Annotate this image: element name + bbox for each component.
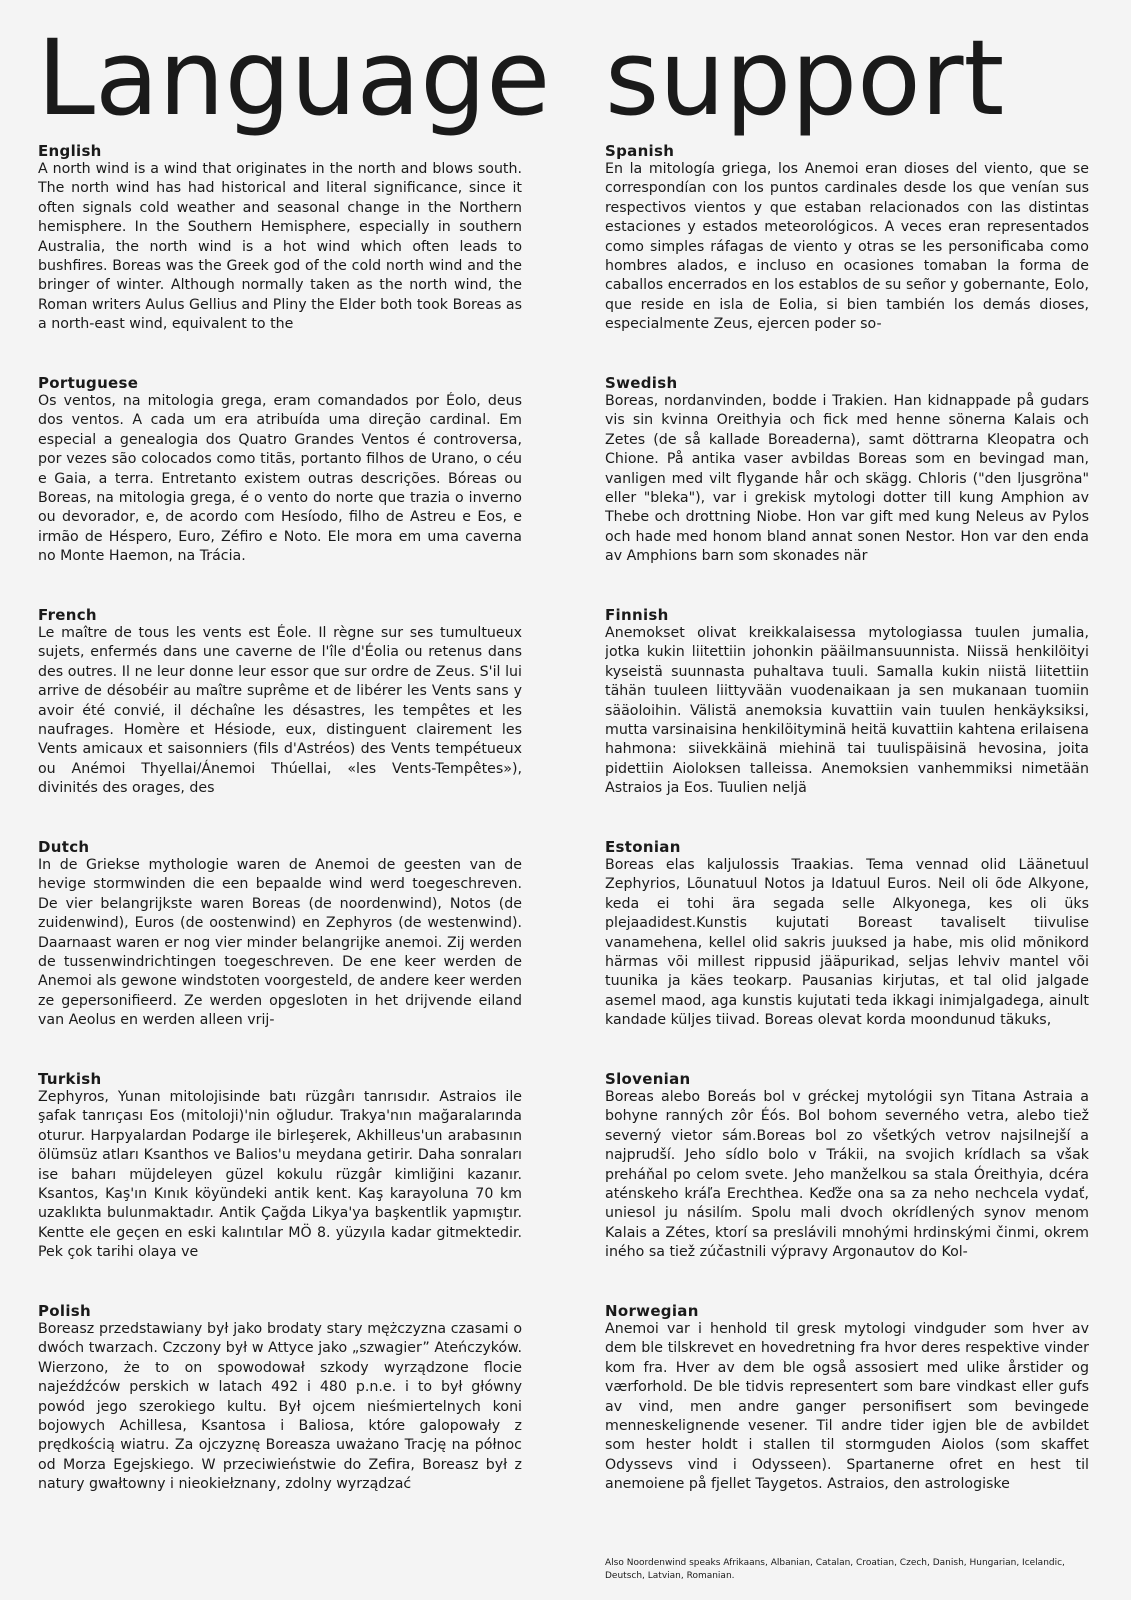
- language-heading: Dutch: [38, 838, 90, 856]
- language-section: [605, 1302, 1089, 1522]
- footnote: Also Noordenwind speaks Afrikaans, Albanian, Catalan, Croatian, Czech, Danish, Hungarian, Icelandic, Deutsch, Latvian, Romanian.: [605, 1558, 1065, 1581]
- language-sample-text: Boreas elas kaljulossis Traakias. Tema vennad olid Läänetuul Zephyrios, Lõunatuul Notos ja Idatuul Euros. Neil oli õde Alkyone, keda ei tohi ära segada selle Alkyonega, kes oli üks plejaadidest.Kunstis kujutati Boreast tavaliselt tiivulise vanamehena, kellel olid sakris juuksed ja habe, mis olid mõnikord härmas või millest rippusid jääpurikad, seljas lehviv mantel või tuunika ja käes teokarp. Pausanias kirjutas, et tal olid jalgade asemel maod, aga kunstis kujutati teda ikkagi inimjalgadega, ainult kandade küljes tiivad. Boreas olevat korda moondunud täkuks,: [605, 857, 1089, 1029]
- language-section: [38, 838, 522, 1058]
- language-heading: French: [38, 606, 97, 624]
- language-sample-text: Boreasz przedstawiany był jako brodaty stary mężczyzna czasami o dwóch twarzach. Czczony był w Attyce jako „szwagier” Ateńczyków. Wierzono, że to on spowodował szkody wyrządzone flocie najeźdźców perskich w latach 492 i 480 p.n.e. i to był główny powód jego szerokiego kultu. Był ojcem nieśmiertelnych koni bojowych Achillesa, Ksantosa i Baliosa, które galopowały z prędkością wiatru. Za ojczyznę Boreasza uważano Trację na północ od Morza Egejskiego. W przeciwieństwie do Zefira, Boreasz był z natury gwałtowny i nieokiełznany, zdolny wyrządzać: [38, 1321, 522, 1493]
- language-section: [605, 1070, 1089, 1290]
- language-sample-text: Os ventos, na mitologia grega, eram comandados por Éolo, deus dos ventos. A cada um era atribuída uma direção cardinal. Em especial a genealogia dos Quatro Grandes Ventos é controversa, por vezes são colocados como titãs, portanto filhos de Urano, o céu e Gaia, a terra. Entretanto existem outras descrições. Bóreas ou Boreas, na mitologia grega, é o vento do norte que trazia o inverno ou devorador, e, de acordo com Hesíodo, filho de Astreu e Eos, e irmão de Héspero, Euro, Zéfiro e Noto. Ele mora em uma caverna no Monte Haemon, na Trácia.: [38, 393, 522, 565]
- language-heading: Estonian: [605, 838, 681, 856]
- language-section: [38, 1070, 522, 1290]
- language-section: [38, 606, 522, 826]
- language-sample-text: Anemokset olivat kreikkalaisessa mytologiassa tuulen jumalia, jotka kukin liitettiin johonkin pääilmansuunnista. Niissä henkilöityi kyseistä suunnasta puhaltava tuuli. Samalla kukin niistä liitettiin tähän tuuleen liittyvään vuodenaikaan ja sen mukanaan tuomiin sääoloihin. Välistä anemoksia kuvattiin vain tuulen henkäyksiksi, mutta varsinaisina henkilöityminä heitä kuvattiin kahtena erilaisena hahmona: siivekkäinä miehinä tai tuulispäisinä hevosina, joita pidettiin Aioloksen talleissa. Anemoksien vanhemmiksi nimetään Astraios ja Eos. Tuulien neljä: [605, 625, 1089, 797]
- language-section: [38, 1302, 522, 1522]
- language-section: [605, 142, 1089, 362]
- language-heading: Spanish: [605, 142, 675, 160]
- language-section: [38, 142, 522, 362]
- language-section: [605, 838, 1089, 1058]
- language-sample-text: Boreas, nordanvinden, bodde i Trakien. Han kidnappade på gudars vis sin kvinna Oreithyia och fick med henne sönerna Kalais och Zetes (de så kallade Boreaderna), samt döttrarna Kleopatra och Chione. På antika vaser avbildas Boreas som en bevingad man, vanligen med vilt flygande hår och skägg. Chloris ("den ljusgröna" eller "bleka"), var i grekisk mytologi dotter till kung Amphion av Thebe och drottning Niobe. Hon var gift med kung Neleus av Pylos och hade med honom bland annat sonen Nestor. Hon var den enda av Amphions barn som skonades när: [605, 393, 1089, 565]
- title-word-support: support: [605, 17, 1005, 139]
- language-heading: English: [38, 142, 102, 160]
- language-section: [38, 374, 522, 594]
- language-section: [605, 374, 1089, 594]
- language-heading: Slovenian: [605, 1070, 691, 1088]
- language-sample-text: Boreas alebo Boreás bol v gréckej mytológii syn Titana Astraia a bohyne ranných zôr Éós. Bol bohom severného vetra, alebo tiež severný vietor sám.Boreas bol zo všetkých vetrov najsilnejší a najprudší. Jeho sídlo bolo v Trákii, na svojich krídlach sa však preháňal po celom svete. Jeho manželkou sa stala Óreithyia, dcéra aténskeho kráľa Erechthea. Keďže ona sa za neho nechcela vydať, uniesol ju násilím. Spolu mali dvoch okrídlených synov menom Kalais a Zétes, ktorí sa preslávili mnohými hrdinskými činmi, okrem iného sa tiež zúčastnili výpravy Argonautov do Kol-: [605, 1089, 1089, 1261]
- language-sample-text: In de Griekse mythologie waren de Anemoi de geesten van de hevige stormwinden die een bepaalde wind werd toegeschreven. De vier belangrijkste waren Boreas (de noordenwind), Notos (de zuidenwind), Euros (de oostenwind) en Zephyros (de westenwind). Daarnaast waren er nog vier minder belangrijke anemoi. Zij werden de tussenwindrichtingen toegeschreven. De ene keer werden de Anemoi als gewone windstoten voorgesteld, de andere keer werden ze gepersonifieerd. Ze werden opgesloten in het drijvende eiland van Aeolus en werden alleen vrij-: [38, 857, 522, 1029]
- language-sample-text: Le maître de tous les vents est Éole. Il règne sur ses tumultueux sujets, enfermés dans une caverne de l'île d'Éolia ou retenus dans des outres. Il ne leur donne leur essor que sur ordre de Zeus. S'il lui arrive de désobéir au maître suprême et de libérer les Vents sans y avoir été convié, il déchaîne les désastres, les tempêtes et les naufrages. Homère et Hésiode, eux, distinguent clairement les Vents amicaux et saisonniers (fils d'Astréos) des Vents tempétueux ou Anémoi Thyellai/Ánemoi Thúellai, «les Vents-Tempêtes»), divinités des orages, des: [38, 625, 522, 797]
- language-heading: Turkish: [38, 1070, 102, 1088]
- language-heading: Polish: [38, 1302, 91, 1320]
- language-sample-text: Zephyros, Yunan mitolojisinde batı rüzgârı tanrısıdır. Astraios ile şafak tanrıçası Eos (mitoloji)'nin oğludur. Trakya'nın mağaralarında oturur. Harpyalardan Podarge ile birleşerek, Akhilleus'un arabasının ölümsüz atları Ksanthos ve Balios'u meydana getirir. Daha sonraları ise baharı müjdeleyen güzel kokulu rüzgâr kimliğini kazanır. Ksantos, Kaş'ın Kınık köyündeki antik kent. Kaş karayoluna 70 km uzaklıkta bulunmaktadır. Antik Çağda Likya'ya başkentlik yapmıştır. Kentte ele geçen en eski kalıntılar MÖ 8. yüzyıla kadar gitmektedir. Pek çok tarihi olaya ve: [38, 1089, 522, 1261]
- language-heading: Norwegian: [605, 1302, 699, 1320]
- language-sample-text: En la mitología griega, los Anemoi eran dioses del viento, que se correspondían con los puntos cardinales desde los que venían sus respectivos vientos y que estaban relacionados con las distintas estaciones y estados meteorológicos. A veces eran representados como simples ráfagas de viento y otras se les personificaba como hombres alados, e incluso en ocasiones tomaban la forma de caballos encerrados en los establos de su señor y gobernante, Eolo, que reside en isla de Eolia, si bien también los demás dioses, especialmente Zeus, ejercen poder so-: [605, 161, 1089, 333]
- title-word-language: Language: [37, 17, 551, 139]
- language-heading: Swedish: [605, 374, 678, 392]
- page-title: [30, 18, 1091, 138]
- language-sample-text: A north wind is a wind that originates in the north and blows south. The north wind has had historical and literal significance, since it often signals cold weather and seasonal change in the Northern hemisphere. In the Southern Hemisphere, especially in southern Australia, the north wind is a hot wind which often leads to bushfires. Boreas was the Greek god of the cold north wind and the bringer of winter. Although normally taken as the north wind, the Roman writers Aulus Gellius and Pliny the Elder both took Boreas as a north-east wind, equivalent to the: [38, 161, 522, 333]
- language-heading: Portuguese: [38, 374, 139, 392]
- language-section: [605, 606, 1089, 826]
- language-sample-text: Anemoi var i henhold til gresk mytologi vindguder som hver av dem ble tilskrevet en hovedretning fra hvor deres respektive vinder kom fra. Hver av dem ble også assosiert med ulike årstider og værforhold. De ble tidvis representert som bare vindkast eller gufs av vind, men andre ganger personifisert som bevingede menneskelignende vesener. Til andre tider igjen ble de avbildet som hester holdt i stallen til stormguden Aiolos (som skaffet Odyssevs vind i Odysseen). Spartanerne ofret en hest til anemoiene på fjellet Taygetos. Astraios, den astrologiske: [605, 1321, 1089, 1493]
- language-heading: Finnish: [605, 606, 669, 624]
